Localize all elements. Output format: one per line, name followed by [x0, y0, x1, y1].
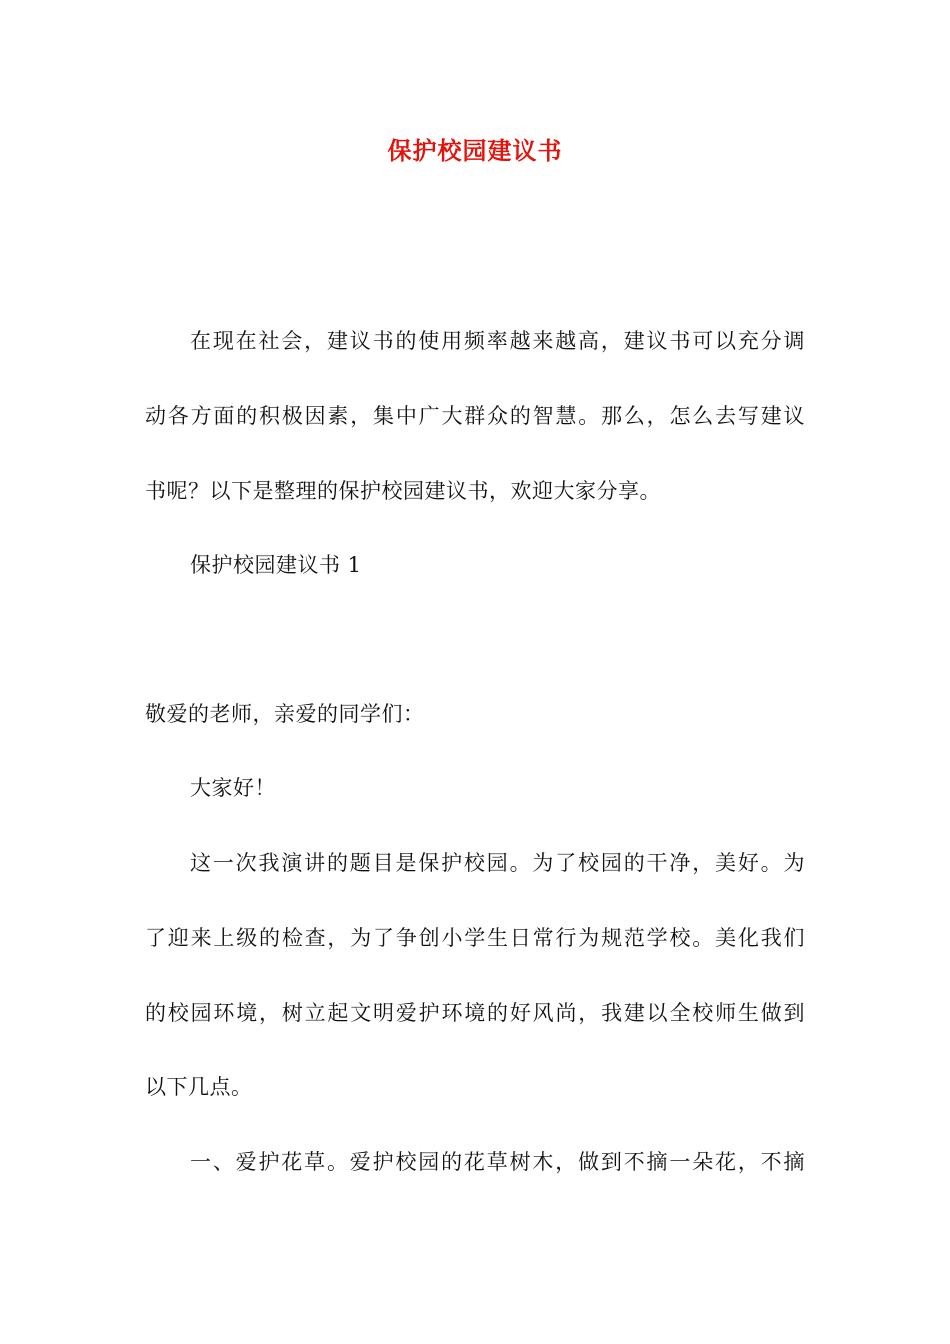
body-line-3: 的校园环境，树立起文明爱护环境的好风尚，我建以全校师生做到 — [145, 1001, 805, 1025]
body-line-4: 以下几点。 — [145, 1075, 253, 1099]
intro-line-3: 书呢？以下是整理的保护校园建议书，欢迎大家分享。 — [145, 479, 661, 503]
body-line-1: 这一次我演讲的题目是保护校园。为了校园的干净，美好。为 — [190, 851, 805, 875]
document-title: 保护校园建议书 — [387, 136, 563, 165]
section-heading: 保护校园建议书 1 — [190, 553, 362, 577]
body-line-2: 了迎来上级的检查，为了争创小学生日常行为规范学校。美化我们 — [145, 926, 805, 950]
greeting: 大家好！ — [190, 776, 276, 800]
point-one-line: 一、爱护花草。爱护校园的花草树木，做到不摘一朵花，不摘 — [190, 1150, 805, 1174]
intro-line-2: 动各方面的积极因素，集中广大群众的智慧。那么，怎么去写建议 — [145, 404, 805, 428]
intro-line-1: 在现在社会，建议书的使用频率越来越高，建议书可以充分调 — [190, 329, 805, 353]
salutation: 敬爱的老师，亲爱的同学们： — [145, 702, 425, 726]
